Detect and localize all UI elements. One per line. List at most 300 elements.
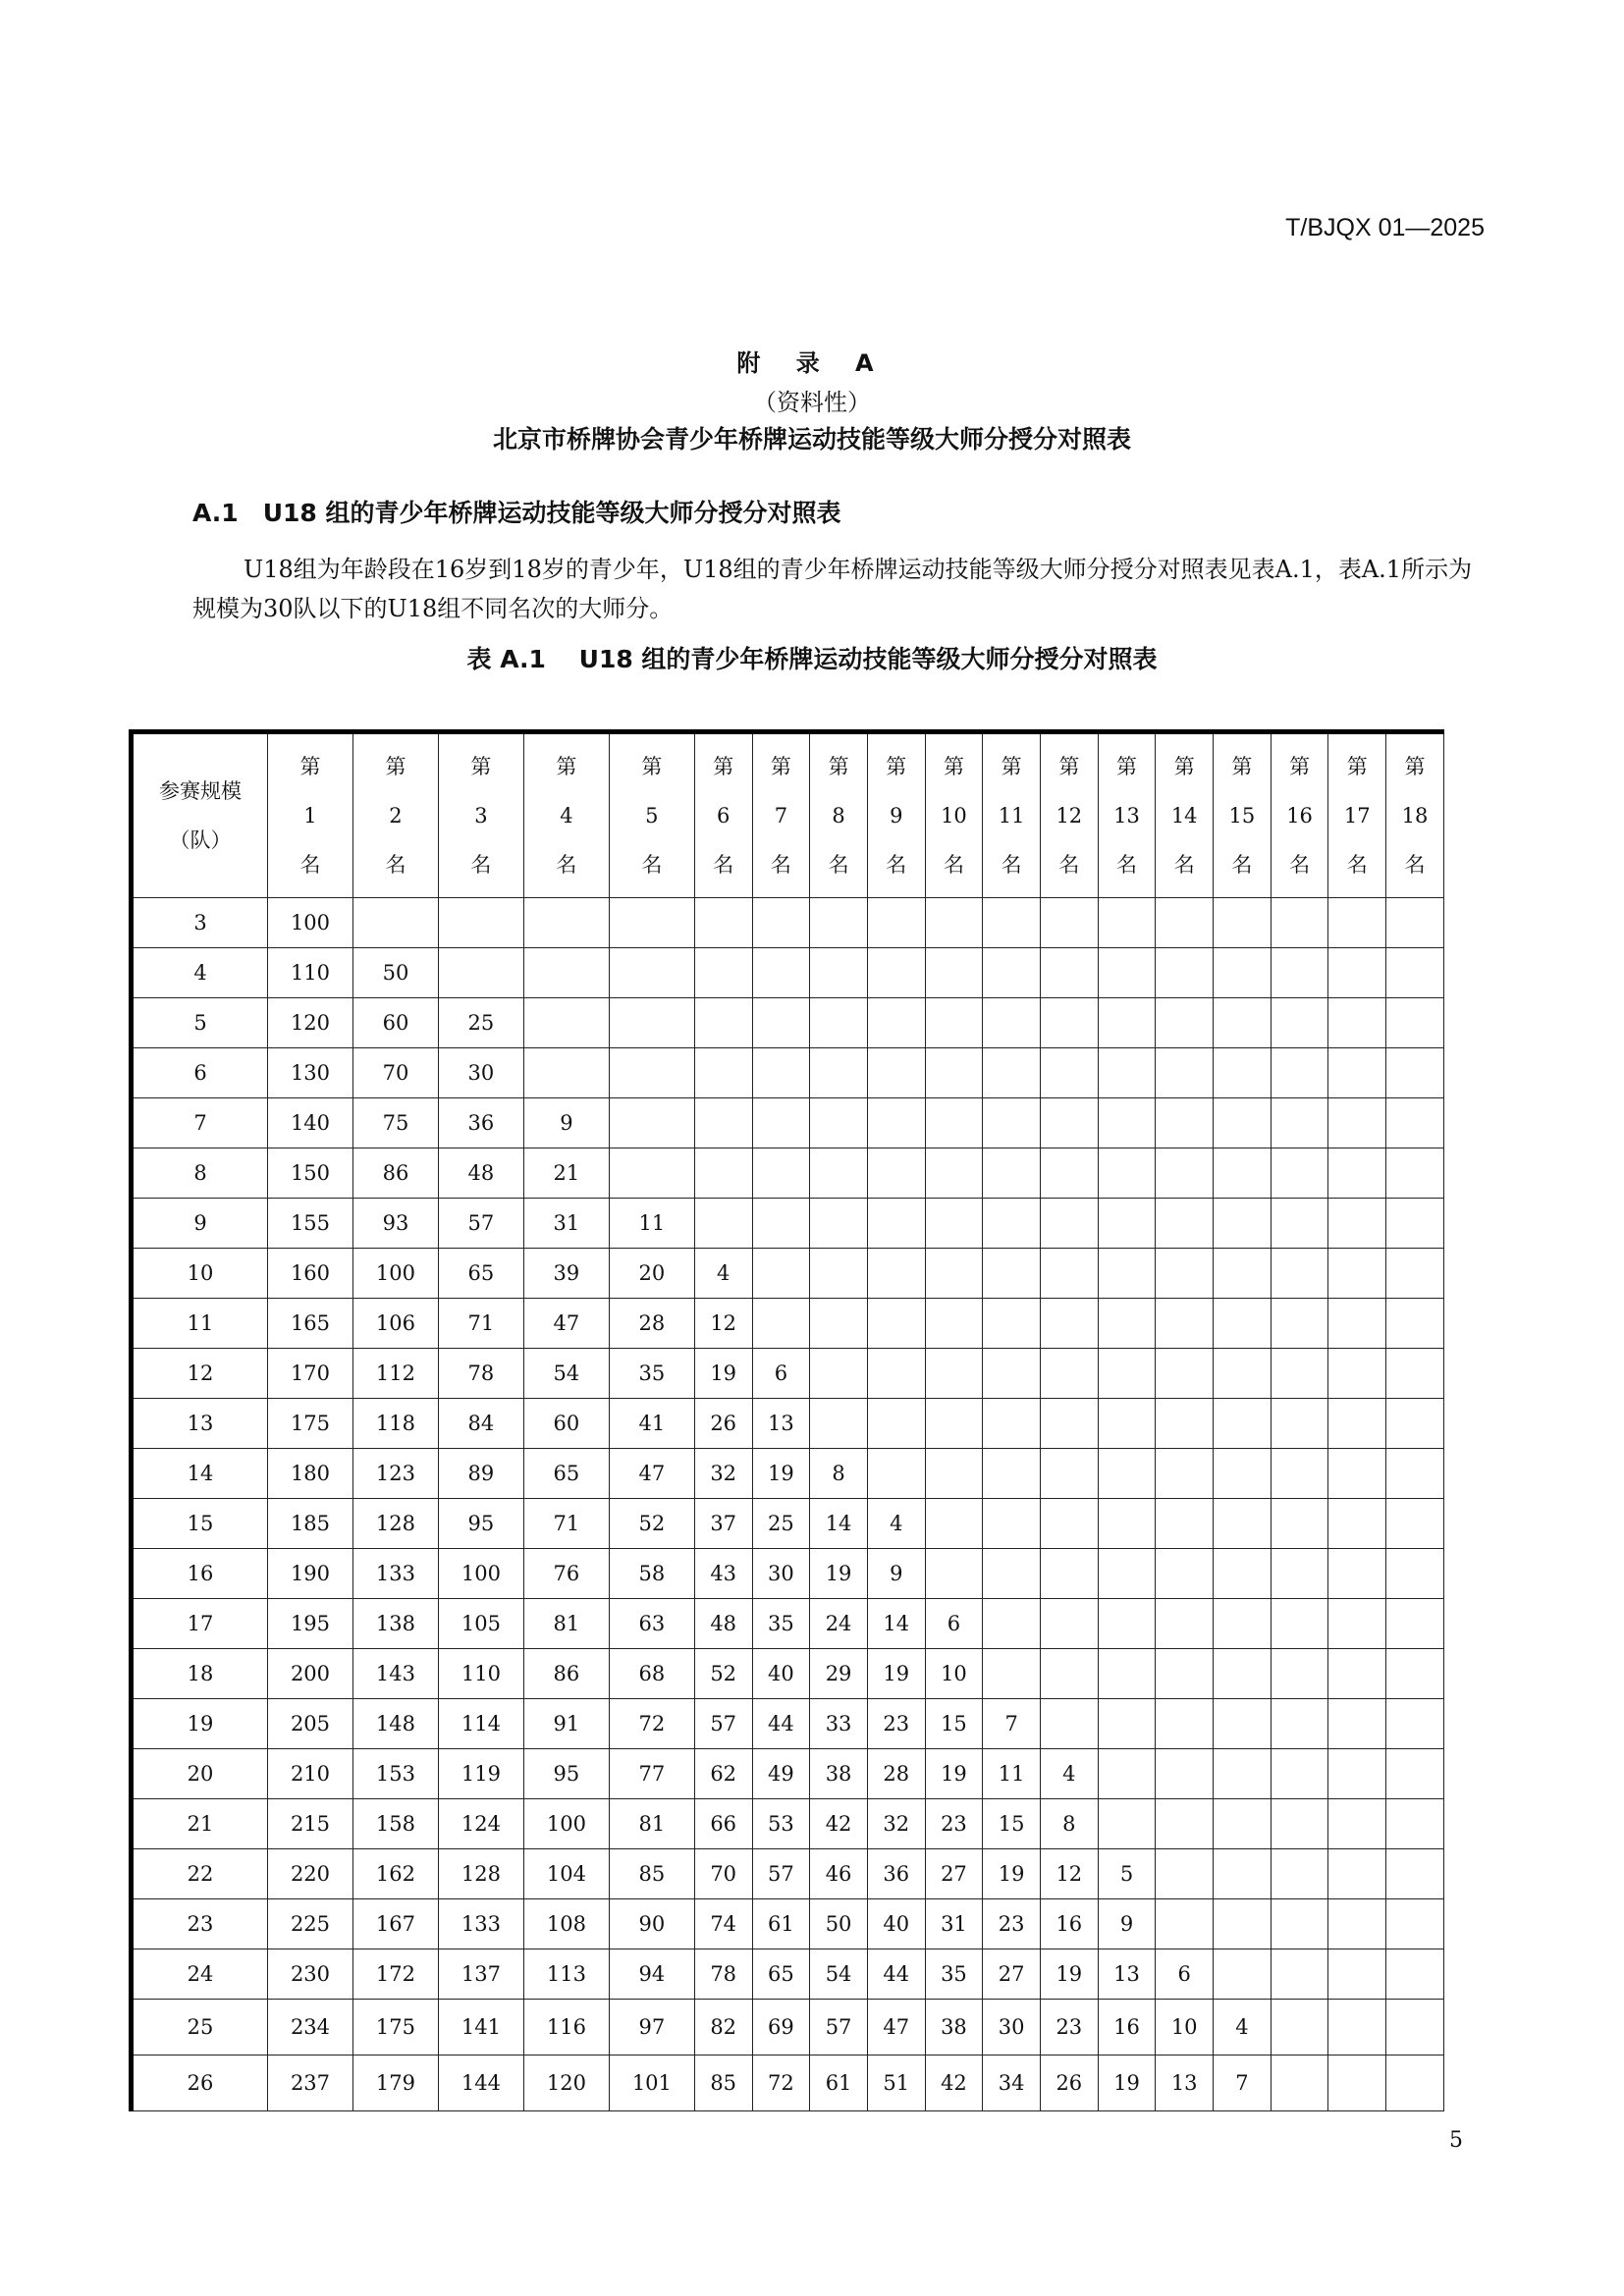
points-cell: 30 <box>983 2000 1041 2056</box>
points-cell: 13 <box>1156 2056 1214 2111</box>
points-cell <box>1328 1899 1386 1949</box>
table-row <box>132 1699 1444 1749</box>
points-cell <box>609 1048 694 1098</box>
points-cell: 77 <box>609 1749 694 1799</box>
points-cell: 13 <box>1098 1949 1156 2000</box>
points-cell: 237 <box>268 2056 353 2111</box>
points-cell <box>609 998 694 1048</box>
points-cell <box>694 1199 752 1249</box>
team-size-cell: 7 <box>132 1098 268 1148</box>
points-cell: 165 <box>268 1299 353 1349</box>
points-cell <box>1040 1549 1098 1599</box>
points-cell: 20 <box>609 1249 694 1299</box>
points-cell: 71 <box>523 1499 609 1549</box>
points-cell <box>1328 998 1386 1048</box>
table-row <box>132 1849 1444 1899</box>
points-cell <box>752 948 810 998</box>
points-cell: 63 <box>609 1599 694 1649</box>
points-cell: 86 <box>523 1649 609 1699</box>
points-cell <box>1040 998 1098 1048</box>
section-paragraph: U18组为年龄段在16岁到18岁的青少年，U18组的青少年桥牌运动技能等级大师分授分对照表见表A.1，表A.1所示为规模为30队以下的U18组不同名次的大师分。 <box>192 556 1473 622</box>
points-cell: 119 <box>438 1749 523 1799</box>
points-cell <box>1328 1649 1386 1699</box>
points-cell: 58 <box>609 1549 694 1599</box>
points-cell: 46 <box>810 1849 868 1899</box>
points-cell: 85 <box>694 2056 752 2111</box>
points-cell <box>1040 1098 1098 1148</box>
points-cell <box>1214 1098 1272 1148</box>
points-cell <box>1214 998 1272 1048</box>
points-cell <box>1214 1199 1272 1249</box>
points-cell: 16 <box>1040 1899 1098 1949</box>
points-cell: 104 <box>523 1849 609 1899</box>
points-cell <box>1386 1549 1444 1599</box>
table-caption: 表 A.1 U18 组的青少年桥牌运动技能等级大师分授分对照表 <box>466 645 1158 673</box>
points-cell <box>810 1249 868 1299</box>
points-cell <box>925 898 983 948</box>
points-cell: 69 <box>752 2000 810 2056</box>
points-cell <box>1386 1799 1444 1849</box>
points-cell <box>752 1249 810 1299</box>
appendix-type: （资料性） <box>753 389 871 416</box>
points-cell: 153 <box>352 1749 438 1799</box>
points-cell <box>523 898 609 948</box>
points-cell <box>1386 1148 1444 1199</box>
header-team-size: 参赛规模 （队） <box>132 732 268 898</box>
points-cell <box>810 1399 868 1449</box>
points-cell: 195 <box>268 1599 353 1649</box>
team-size-cell: 20 <box>132 1749 268 1799</box>
points-cell: 4 <box>1214 2000 1272 2056</box>
points-cell: 65 <box>438 1249 523 1299</box>
points-cell <box>1386 1399 1444 1449</box>
points-cell: 40 <box>867 1899 925 1949</box>
points-cell: 62 <box>694 1749 752 1799</box>
points-cell <box>1271 898 1328 948</box>
points-cell <box>1386 1048 1444 1098</box>
points-cell <box>1040 1249 1098 1299</box>
points-cell: 28 <box>867 1749 925 1799</box>
points-cell <box>1214 1949 1272 2000</box>
points-cell <box>1040 1699 1098 1749</box>
points-cell: 28 <box>609 1299 694 1349</box>
team-size-cell: 11 <box>132 1299 268 1349</box>
points-cell: 93 <box>352 1199 438 1249</box>
points-cell: 68 <box>609 1649 694 1699</box>
points-cell <box>1328 1849 1386 1899</box>
points-cell: 60 <box>352 998 438 1048</box>
points-cell <box>1386 1349 1444 1399</box>
table-row <box>132 1749 1444 1799</box>
points-cell <box>1328 1048 1386 1098</box>
points-cell: 113 <box>523 1949 609 2000</box>
points-cell: 15 <box>983 1799 1041 1849</box>
points-cell <box>983 1449 1041 1499</box>
points-cell: 34 <box>983 2056 1041 2111</box>
points-cell <box>983 1098 1041 1148</box>
points-cell <box>1214 1399 1272 1449</box>
points-cell: 54 <box>523 1349 609 1399</box>
points-cell <box>867 1249 925 1299</box>
points-cell <box>867 1299 925 1349</box>
points-cell: 19 <box>925 1749 983 1799</box>
points-cell <box>1386 998 1444 1048</box>
points-cell: 11 <box>983 1749 1041 1799</box>
points-cell <box>925 998 983 1048</box>
points-cell: 4 <box>867 1499 925 1549</box>
points-cell <box>1098 1799 1156 1849</box>
points-cell <box>752 998 810 1048</box>
points-cell: 100 <box>268 898 353 948</box>
points-cell <box>523 998 609 1048</box>
points-cell <box>694 1098 752 1148</box>
points-cell <box>1328 1749 1386 1799</box>
points-cell <box>1328 898 1386 948</box>
points-cell <box>925 1048 983 1098</box>
points-cell: 23 <box>925 1799 983 1849</box>
team-size-cell: 23 <box>132 1899 268 1949</box>
points-cell <box>1386 1899 1444 1949</box>
points-cell <box>810 1098 868 1148</box>
points-cell: 50 <box>352 948 438 998</box>
points-cell <box>983 1299 1041 1349</box>
team-size-cell: 13 <box>132 1399 268 1449</box>
points-cell: 44 <box>752 1699 810 1749</box>
points-cell <box>1214 1899 1272 1949</box>
points-cell <box>1328 1599 1386 1649</box>
table-body <box>132 898 1444 2111</box>
points-cell <box>1386 898 1444 948</box>
points-cell: 70 <box>694 1849 752 1899</box>
points-cell: 143 <box>352 1649 438 1699</box>
table-row <box>132 1949 1444 2000</box>
points-cell <box>925 1098 983 1148</box>
points-cell: 210 <box>268 1749 353 1799</box>
points-cell: 61 <box>810 2056 868 2111</box>
points-cell <box>1214 1799 1272 1849</box>
points-cell: 112 <box>352 1349 438 1399</box>
page-number: 5 <box>1449 2128 1463 2153</box>
points-cell: 81 <box>523 1599 609 1649</box>
appendix-title: 附 录 A <box>736 349 888 377</box>
points-cell: 110 <box>438 1649 523 1699</box>
points-cell: 81 <box>609 1799 694 1849</box>
points-cell <box>1271 2056 1328 2111</box>
appendix-name: 北京市桥牌协会青少年桥牌运动技能等级大师分授分对照表 <box>492 425 1131 454</box>
points-cell: 160 <box>268 1249 353 1299</box>
points-cell <box>1156 1349 1214 1399</box>
points-cell <box>1328 1249 1386 1299</box>
points-cell: 52 <box>694 1649 752 1699</box>
points-cell <box>867 1098 925 1148</box>
points-cell <box>867 1399 925 1449</box>
points-cell <box>1156 1849 1214 1899</box>
points-cell <box>1386 1449 1444 1499</box>
points-cell: 19 <box>1098 2056 1156 2111</box>
points-cell <box>810 948 868 998</box>
team-size-cell: 21 <box>132 1799 268 1849</box>
table-row <box>132 1449 1444 1499</box>
table-row <box>132 2056 1444 2111</box>
points-cell <box>438 898 523 948</box>
points-cell <box>1156 1449 1214 1499</box>
points-cell: 128 <box>352 1499 438 1549</box>
points-cell: 11 <box>609 1199 694 1249</box>
points-cell <box>810 1349 868 1399</box>
points-cell <box>1098 1048 1156 1098</box>
points-cell: 38 <box>925 2000 983 2056</box>
points-cell <box>1328 1449 1386 1499</box>
points-cell: 16 <box>1098 2000 1156 2056</box>
table-row <box>132 1549 1444 1599</box>
team-size-cell: 17 <box>132 1599 268 1649</box>
points-cell <box>1328 1699 1386 1749</box>
points-cell: 8 <box>1040 1799 1098 1849</box>
points-cell <box>1214 1148 1272 1199</box>
points-cell: 13 <box>752 1399 810 1449</box>
points-cell: 27 <box>983 1949 1041 2000</box>
header-rank-2: 第 2 名 <box>352 732 438 898</box>
points-cell: 26 <box>694 1399 752 1449</box>
points-cell <box>1040 1199 1098 1249</box>
points-cell <box>1098 1249 1156 1299</box>
points-cell <box>867 1349 925 1399</box>
points-cell: 38 <box>810 1749 868 1799</box>
points-cell: 37 <box>694 1499 752 1549</box>
points-cell: 105 <box>438 1599 523 1649</box>
points-cell <box>1386 2000 1444 2056</box>
points-cell <box>1328 1799 1386 1849</box>
points-cell <box>1098 1499 1156 1549</box>
points-cell: 5 <box>1098 1849 1156 1899</box>
points-cell: 27 <box>925 1849 983 1899</box>
points-cell <box>1328 1549 1386 1599</box>
points-cell: 25 <box>752 1499 810 1549</box>
points-cell: 19 <box>983 1849 1041 1899</box>
points-cell <box>1271 1549 1328 1599</box>
points-cell <box>1271 1749 1328 1799</box>
points-cell: 57 <box>752 1849 810 1899</box>
points-cell: 23 <box>1040 2000 1098 2056</box>
team-size-cell: 8 <box>132 1148 268 1199</box>
points-cell: 7 <box>1214 2056 1272 2111</box>
team-size-cell: 5 <box>132 998 268 1048</box>
points-cell: 100 <box>352 1249 438 1299</box>
points-cell: 29 <box>810 1649 868 1699</box>
points-cell <box>1271 1299 1328 1349</box>
points-cell: 42 <box>810 1799 868 1849</box>
points-cell <box>1271 1098 1328 1148</box>
points-cell: 36 <box>867 1849 925 1899</box>
points-cell: 35 <box>609 1349 694 1399</box>
points-cell: 47 <box>609 1449 694 1499</box>
points-cell <box>810 1199 868 1249</box>
points-cell: 85 <box>609 1849 694 1899</box>
points-cell <box>1271 1499 1328 1549</box>
points-cell: 89 <box>438 1449 523 1499</box>
points-cell: 35 <box>752 1599 810 1649</box>
points-cell <box>1271 1349 1328 1399</box>
points-cell <box>1098 1148 1156 1199</box>
points-cell <box>1156 1699 1214 1749</box>
points-cell <box>867 1148 925 1199</box>
points-cell: 114 <box>438 1699 523 1749</box>
standard-code: T/BJQX 01—2025 <box>1285 214 1485 241</box>
team-size-cell: 16 <box>132 1549 268 1599</box>
points-cell <box>438 948 523 998</box>
points-cell: 9 <box>1098 1899 1156 1949</box>
points-cell: 9 <box>867 1549 925 1599</box>
points-cell: 66 <box>694 1799 752 1849</box>
points-cell: 61 <box>752 1899 810 1949</box>
points-cell: 8 <box>810 1449 868 1499</box>
points-cell <box>1156 1649 1214 1699</box>
points-cell <box>867 898 925 948</box>
points-cell: 47 <box>523 1299 609 1349</box>
points-cell: 158 <box>352 1799 438 1849</box>
points-cell <box>752 898 810 948</box>
points-cell: 31 <box>523 1199 609 1249</box>
team-size-cell: 4 <box>132 948 268 998</box>
table-row <box>132 1199 1444 1249</box>
points-cell <box>983 1148 1041 1199</box>
points-cell <box>1386 1098 1444 1148</box>
points-cell: 23 <box>983 1899 1041 1949</box>
points-cell: 78 <box>438 1349 523 1399</box>
points-cell: 53 <box>752 1799 810 1849</box>
points-cell: 95 <box>523 1749 609 1799</box>
points-cell <box>1098 1199 1156 1249</box>
table-row <box>132 898 1444 948</box>
points-cell <box>1156 1299 1214 1349</box>
table-row <box>132 948 1444 998</box>
points-cell <box>752 1048 810 1098</box>
points-cell: 21 <box>523 1148 609 1199</box>
points-cell <box>1386 1299 1444 1349</box>
team-size-cell: 22 <box>132 1849 268 1899</box>
points-cell: 65 <box>523 1449 609 1499</box>
table-row <box>132 1249 1444 1299</box>
points-cell <box>983 1499 1041 1549</box>
points-cell <box>352 898 438 948</box>
points-cell <box>1271 1599 1328 1649</box>
points-cell: 108 <box>523 1899 609 1949</box>
points-cell <box>1098 1299 1156 1349</box>
points-cell <box>1156 898 1214 948</box>
table-row <box>132 1148 1444 1199</box>
team-size-cell: 9 <box>132 1199 268 1249</box>
points-cell <box>1271 1899 1328 1949</box>
table-row <box>132 1098 1444 1148</box>
points-cell <box>925 1449 983 1499</box>
points-cell <box>1271 948 1328 998</box>
points-cell <box>1271 1949 1328 2000</box>
points-cell <box>925 1249 983 1299</box>
table-row <box>132 1649 1444 1699</box>
points-cell: 33 <box>810 1699 868 1749</box>
points-cell <box>1040 1499 1098 1549</box>
points-cell: 144 <box>438 2056 523 2111</box>
points-cell <box>1271 2000 1328 2056</box>
points-cell <box>1214 898 1272 948</box>
points-cell: 100 <box>438 1549 523 1599</box>
points-cell: 19 <box>810 1549 868 1599</box>
table-row <box>132 1048 1444 1098</box>
points-cell: 150 <box>268 1148 353 1199</box>
points-cell <box>1214 1449 1272 1499</box>
points-cell <box>1271 1249 1328 1299</box>
points-cell <box>1156 998 1214 1048</box>
points-cell: 14 <box>810 1499 868 1549</box>
points-cell: 6 <box>752 1349 810 1399</box>
points-cell: 6 <box>1156 1949 1214 2000</box>
points-cell: 86 <box>352 1148 438 1199</box>
points-cell <box>694 948 752 998</box>
points-cell: 185 <box>268 1499 353 1549</box>
points-cell <box>1098 1349 1156 1399</box>
points-cell <box>1156 1899 1214 1949</box>
points-cell: 7 <box>983 1699 1041 1749</box>
points-cell <box>1098 948 1156 998</box>
points-cell <box>1156 1799 1214 1849</box>
points-cell <box>1328 1349 1386 1399</box>
points-cell <box>1214 1349 1272 1399</box>
points-cell: 24 <box>810 1599 868 1649</box>
points-cell <box>1098 898 1156 948</box>
header-rank-7: 第 7 名 <box>752 732 810 898</box>
points-cell: 100 <box>523 1799 609 1849</box>
points-cell: 9 <box>523 1098 609 1148</box>
table-row <box>132 1349 1444 1399</box>
points-cell: 6 <box>925 1599 983 1649</box>
points-cell: 52 <box>609 1499 694 1549</box>
points-cell: 35 <box>925 1949 983 2000</box>
header-rank-15: 第 15 名 <box>1214 732 1272 898</box>
points-cell <box>1214 1749 1272 1799</box>
points-cell: 190 <box>268 1549 353 1599</box>
points-cell: 47 <box>867 2000 925 2056</box>
points-cell <box>1271 1449 1328 1499</box>
points-cell <box>867 1449 925 1499</box>
points-cell <box>523 948 609 998</box>
points-cell <box>1271 1849 1328 1899</box>
points-cell <box>1156 1399 1214 1449</box>
points-cell: 138 <box>352 1599 438 1649</box>
points-cell: 10 <box>1156 2000 1214 2056</box>
points-cell <box>1328 1199 1386 1249</box>
points-cell <box>925 1199 983 1249</box>
header-rank-10: 第 10 名 <box>925 732 983 898</box>
points-cell <box>1386 1849 1444 1899</box>
points-cell <box>1328 1949 1386 2000</box>
points-cell <box>1214 1499 1272 1549</box>
points-cell: 133 <box>438 1899 523 1949</box>
points-cell <box>694 1148 752 1199</box>
points-cell <box>867 1048 925 1098</box>
points-cell <box>1328 2056 1386 2111</box>
points-cell: 26 <box>1040 2056 1098 2111</box>
points-cell: 82 <box>694 2000 752 2056</box>
points-cell <box>810 1048 868 1098</box>
points-cell: 32 <box>694 1449 752 1499</box>
points-cell <box>1386 1699 1444 1749</box>
header-rank-9: 第 9 名 <box>867 732 925 898</box>
points-cell <box>1098 1399 1156 1449</box>
points-cell <box>925 1399 983 1449</box>
team-size-cell: 6 <box>132 1048 268 1098</box>
points-cell: 172 <box>352 1949 438 2000</box>
header-rank-5: 第 5 名 <box>609 732 694 898</box>
